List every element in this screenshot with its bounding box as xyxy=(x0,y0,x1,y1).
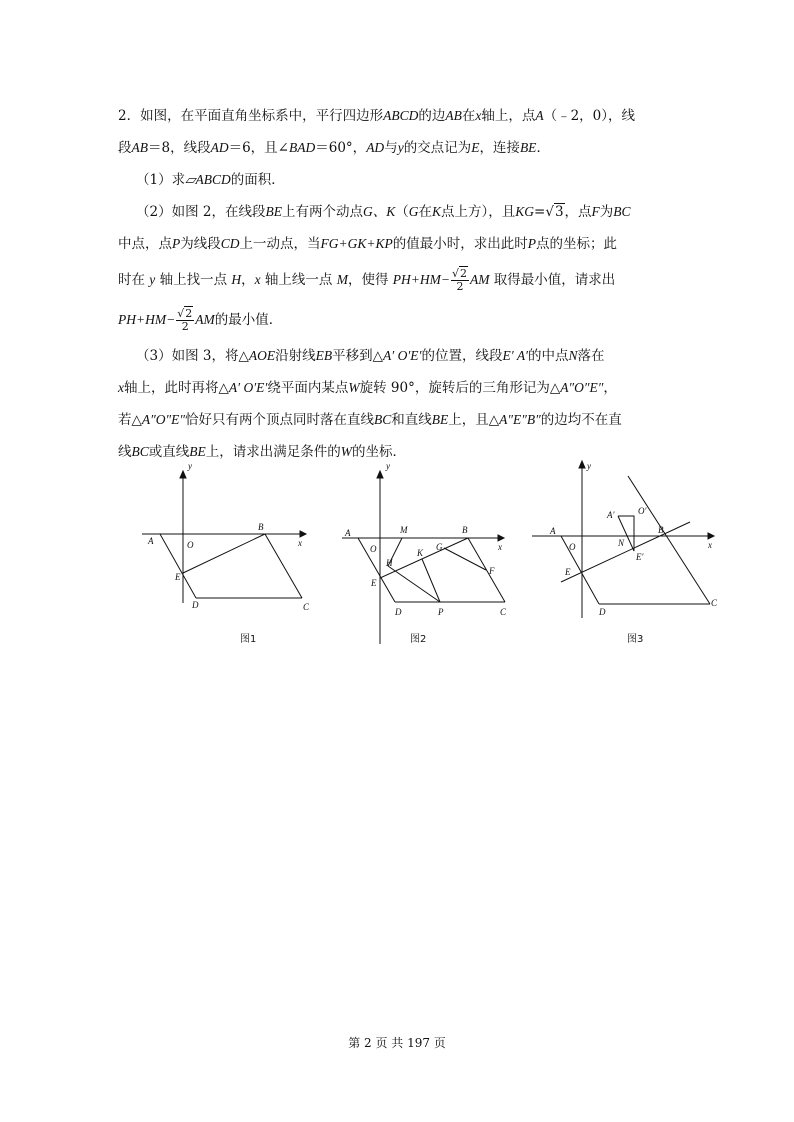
figure-3 xyxy=(530,458,730,645)
label-B: B xyxy=(658,525,664,535)
problem-line-1: 2．如图，在平面直角坐标系中，平行四边形ABCD的边AB在x轴上，点A（﹣2，0），线 xyxy=(118,108,636,124)
label-P: P xyxy=(438,607,444,617)
question-3-line-2: x轴上，此时再将△A′ O′E′绕平面内某点W旋转 90°，旋转后的三角形记为△A″O″E″， xyxy=(118,380,617,396)
caption-figure-1: 图1 xyxy=(240,634,257,645)
problem-line-2: 段AB＝8，线段AD＝6，且∠BAD＝60°，AD与y的交点记为E，连接BE． xyxy=(118,140,550,156)
label-F: F xyxy=(489,566,495,576)
label-x: x xyxy=(498,542,502,552)
label-A: A xyxy=(148,536,154,546)
label-O: O xyxy=(187,540,194,550)
question-2-line-1: （2）如图 2，在线段BE上有两个动点G、K（G在K点上方），且KG=√3，点F为BC xyxy=(136,204,631,220)
question-3-line-3: 若△A″O″E″恰好只有两个顶点同时落在直线BC和直线BE上，且△A″E″B″的边均不在直 xyxy=(118,412,622,428)
figures xyxy=(130,458,730,658)
label-O: O xyxy=(370,544,377,554)
figure-1-diagram xyxy=(140,458,310,623)
label-A: A xyxy=(550,526,556,536)
y-axis-arrow xyxy=(579,461,585,468)
question-3-line-1: （3）如图 3，将△AOE沿射线EB平移到△A′ O′E′的位置，线段E′ A′的中点N落在 xyxy=(136,348,605,364)
sqrt-3: 3 xyxy=(554,204,564,220)
label-C: C xyxy=(711,598,718,608)
y-axis-arrow xyxy=(180,471,186,478)
label-H: H xyxy=(386,558,393,568)
label-M: M xyxy=(400,525,408,535)
label-y: y xyxy=(587,461,591,471)
label-y: y xyxy=(188,461,192,471)
figure-2 xyxy=(340,458,515,652)
segment-CB xyxy=(265,534,302,598)
caption-figure-2: 图2 xyxy=(410,634,427,645)
label-B: B xyxy=(462,525,468,535)
figure-2-diagram xyxy=(340,458,515,648)
label-E: E xyxy=(371,578,377,588)
label-E: E xyxy=(565,567,571,577)
label-x: x xyxy=(708,540,712,550)
question-2-line-2: 中点，点P为线段CD上一动点，当FG+GK+KP的值最小时，求出此时P点的坐标；此 xyxy=(118,236,617,252)
x-axis-arrow xyxy=(708,533,714,539)
question-2-line-3: 时在 y 轴上找一点 H，x 轴上线一点 M，使得 PH+HM− $\frac{√2}{2}$ AM 取得最小值，请求出 xyxy=(118,267,616,293)
figure-3-diagram xyxy=(530,458,730,633)
label-G: G xyxy=(436,542,443,552)
segment-BE xyxy=(380,538,468,578)
line-BC xyxy=(628,476,710,604)
segment-AD xyxy=(358,538,395,602)
line-BE xyxy=(561,522,690,582)
label-y: y xyxy=(386,461,390,471)
problem-2 xyxy=(118,100,678,468)
fraction-sqrt2-over-2: $\frac{√2}{2}$ xyxy=(452,267,468,293)
label-x: x xyxy=(298,538,302,548)
label-A: A xyxy=(345,528,351,538)
question-3-line-4: 线BC或直线BE上，请求出满足条件的W的坐标． xyxy=(118,444,407,460)
label-D: D xyxy=(395,607,402,617)
x-axis-arrow xyxy=(300,531,306,537)
caption-figure-3: 图3 xyxy=(627,634,644,645)
segment-BE xyxy=(183,534,265,573)
question-2-line-4: PH+HM− $\frac{√2}{2}$ AM的最小值． xyxy=(118,307,283,333)
question-1: （1）求▱ABCD的面积． xyxy=(136,172,285,188)
label-O-prime: O′ xyxy=(638,506,647,516)
label-C: C xyxy=(500,607,507,617)
label-N: N xyxy=(618,538,625,548)
page-footer: 第 2 页 共 197 页 xyxy=(348,1036,446,1050)
fraction-sqrt2-over-2: $\frac{√2}{2}$ xyxy=(177,307,193,333)
x-axis-arrow xyxy=(498,535,504,541)
label-B: B xyxy=(258,522,264,532)
figure-1 xyxy=(140,458,310,645)
label-C: C xyxy=(303,602,310,612)
label-E-prime: E′ xyxy=(636,552,644,562)
label-A-prime: A′ xyxy=(607,510,615,520)
label-D: D xyxy=(599,607,606,617)
label-E: E xyxy=(175,572,181,582)
y-axis-arrow xyxy=(377,471,383,478)
label-D: D xyxy=(192,600,199,610)
label-K: K xyxy=(417,548,424,558)
label-O: O xyxy=(569,542,576,552)
